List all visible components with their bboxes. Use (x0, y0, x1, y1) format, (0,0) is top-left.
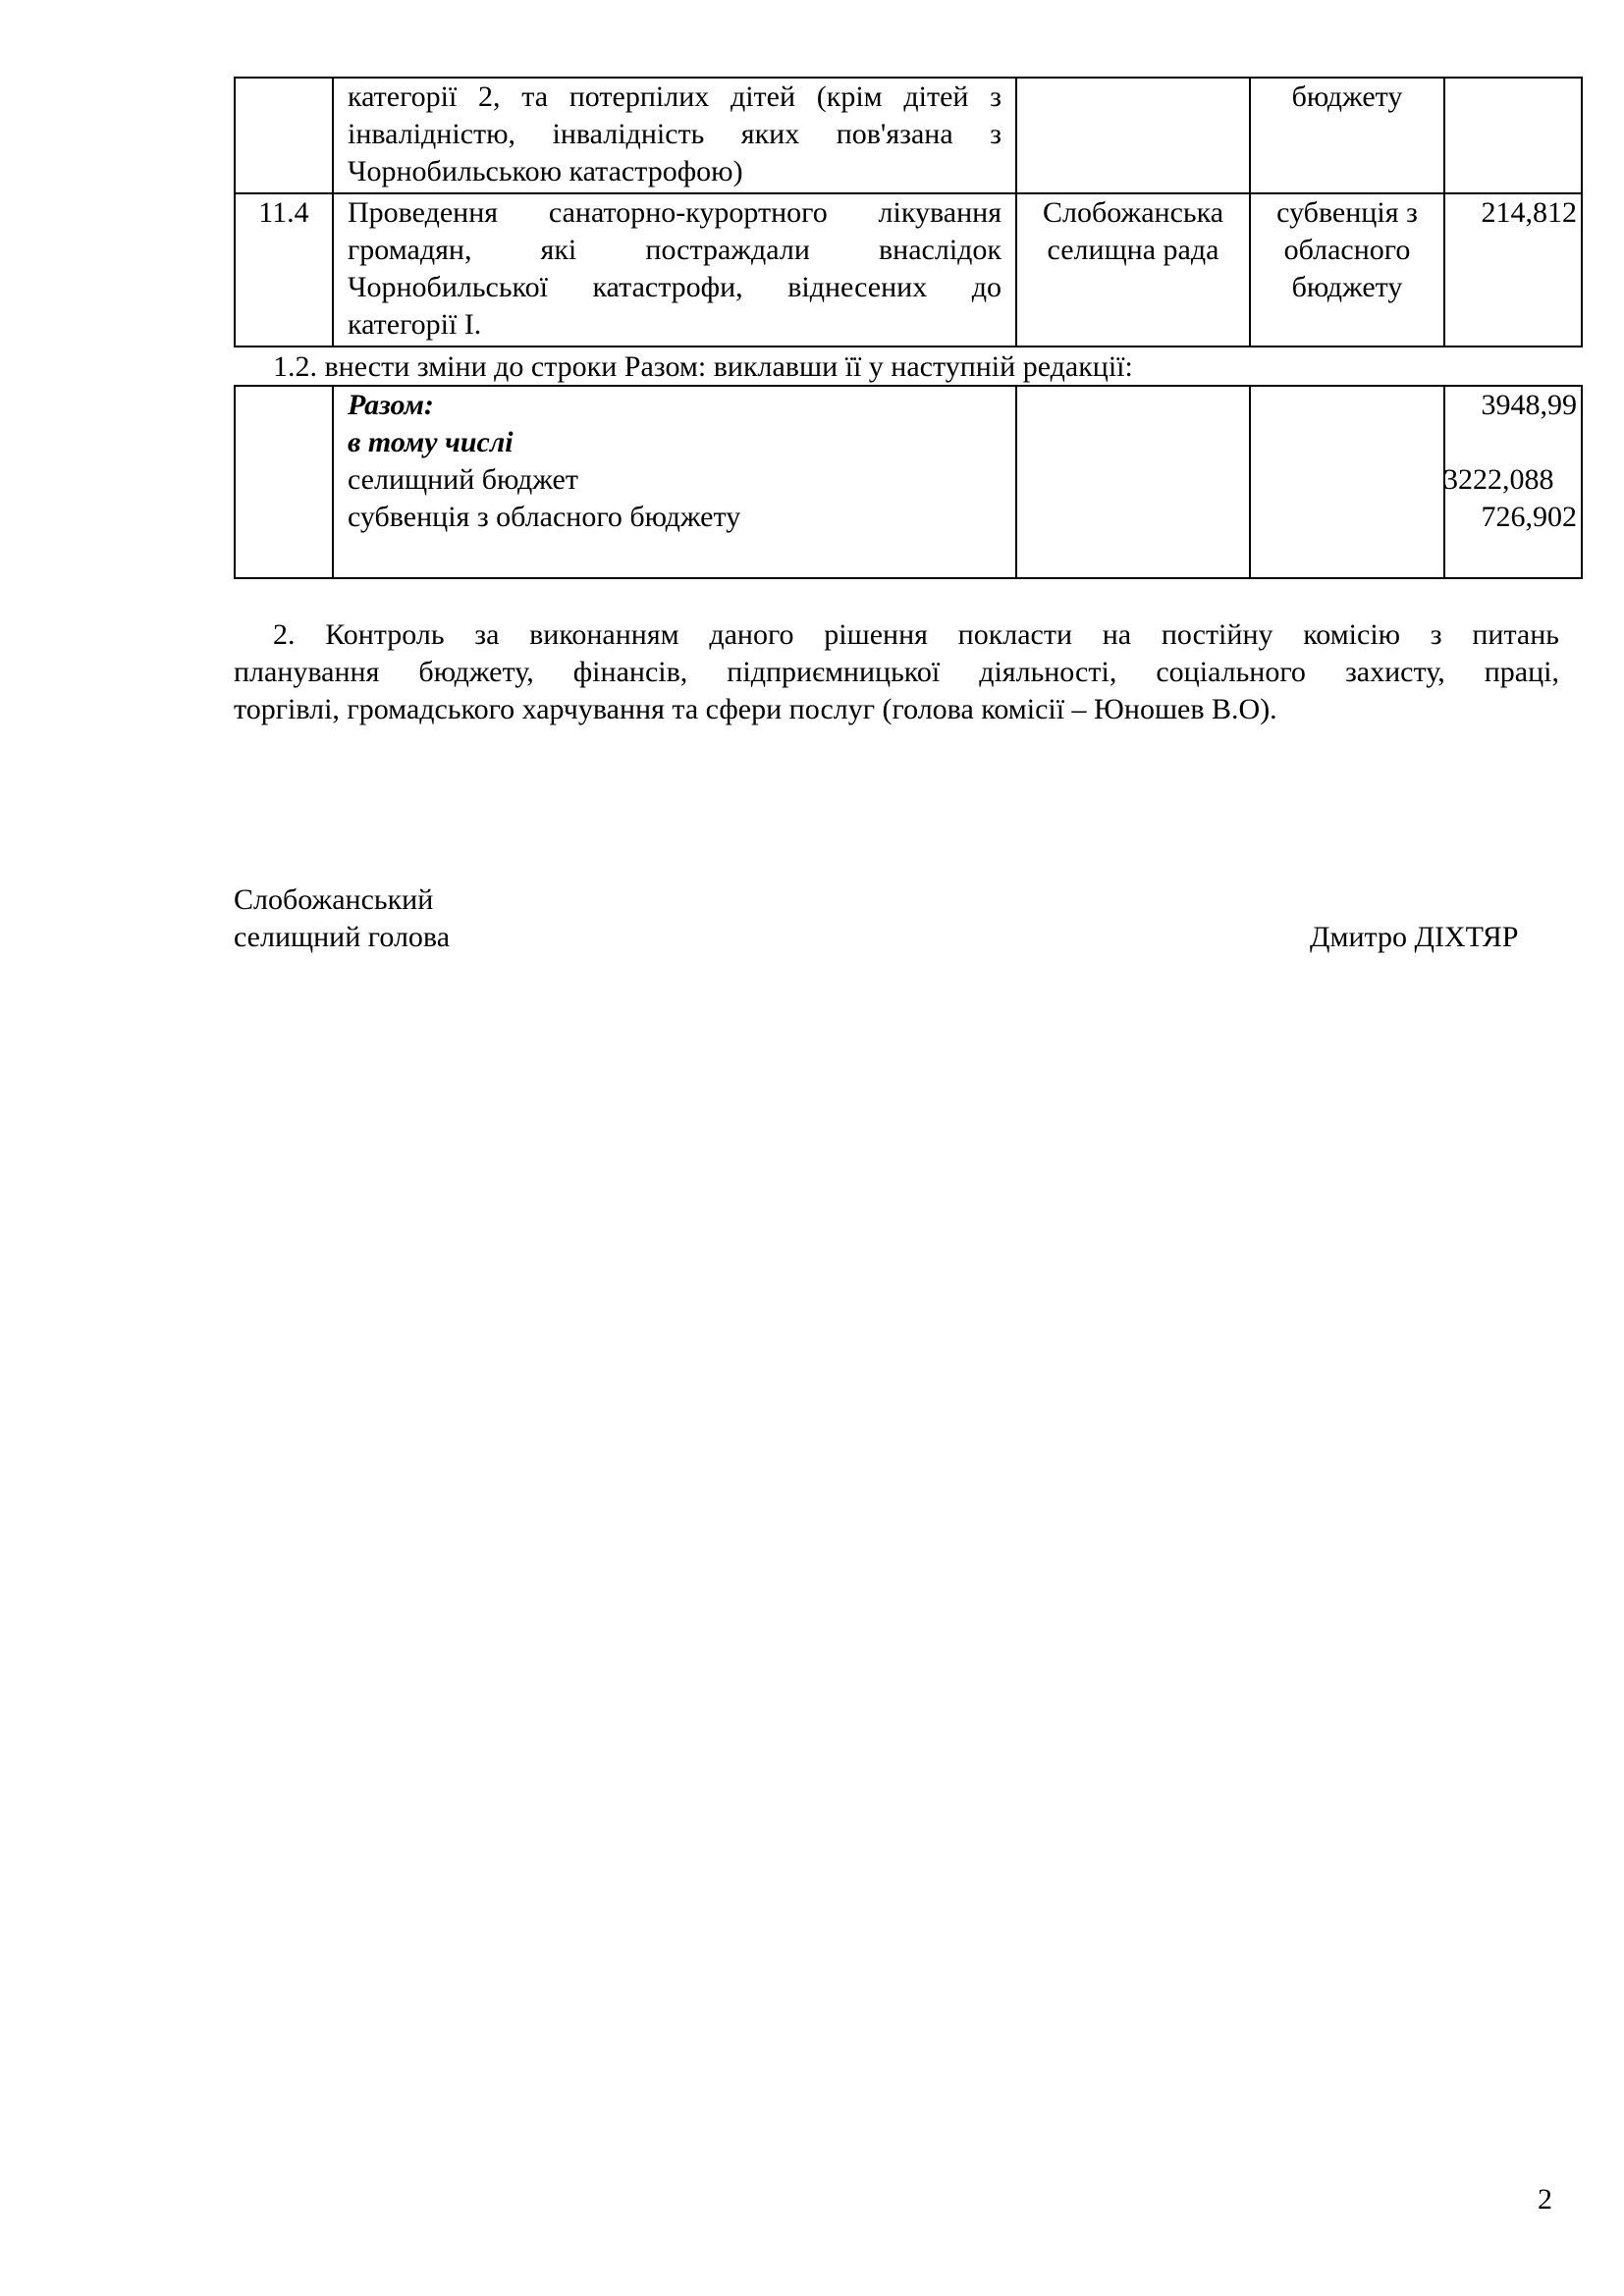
description-line: Чорнобильської катастрофи, віднесених до (348, 271, 1001, 303)
paragraph-line: планування бюджету, фінансів, підприємницької діяльності, соціального захисту, праці, (234, 656, 1559, 688)
subvention-value: 726,902 (1481, 501, 1577, 533)
description-line: інвалідністю, інвалідність яких пов'язана з (348, 118, 1001, 150)
row-description-cell (333, 193, 1016, 347)
total-label: Разом: (348, 389, 434, 421)
row-number-cell (235, 78, 333, 193)
source-line: бюджету (1291, 80, 1403, 113)
total-amount-cell (1444, 386, 1582, 578)
total-value: 3948,99 (1481, 389, 1577, 421)
row-amount-cell: 214,812 (1444, 193, 1582, 347)
executor-line: селищна рада (1047, 234, 1219, 266)
row-amount-cell (1444, 78, 1582, 193)
village-budget-label: селищний бюджет (348, 463, 578, 496)
description-line: категорії 2, та потерпілих дітей (крім дітей з (348, 80, 1001, 113)
signature-name: Дмитро ДІХТЯР (1310, 921, 1519, 953)
source-line: субвенція з (1276, 196, 1418, 229)
total-executor-cell (1016, 386, 1250, 578)
table-row (235, 78, 1582, 193)
subvention-label: субвенція з обласного бюджету (348, 501, 741, 533)
table-row (235, 193, 1582, 347)
source-line: обласного (1283, 234, 1411, 266)
executor-line: Слобожанська (1042, 196, 1224, 229)
paragraph-line: торгівлі, громадського харчування та сфери послуг (голова комісії – Юношев В.О). (234, 693, 1277, 725)
row-source-cell (1250, 193, 1444, 347)
paragraph-line: 2. Контроль за виконанням даного рішення покласти на постійну комісію з питань (273, 618, 1559, 651)
paragraph-2 (234, 616, 1559, 728)
row-source-cell (1250, 78, 1444, 193)
description-line: Проведення санаторно-курортного лікування (348, 196, 1001, 229)
description-line: громадян, які постраждали внаслідок (348, 234, 1001, 266)
page-number: 2 (1538, 2183, 1552, 2216)
source-line: бюджету (1291, 271, 1403, 303)
total-description-cell (333, 386, 1016, 578)
including-label: в тому числі (348, 426, 514, 458)
description-line: категорії І. (348, 308, 482, 341)
row-executor-cell (1016, 193, 1250, 347)
total-row (235, 386, 1582, 578)
row-executor-cell (1016, 78, 1250, 193)
total-number-cell (235, 386, 333, 578)
village-budget-value: 3222,088 (1443, 463, 1554, 496)
description-line: Чорнобильською катастрофою) (348, 155, 743, 187)
row-number-cell: 11.4 (235, 193, 333, 347)
row-description-cell (333, 78, 1016, 193)
signature-title-line: селищний голова (234, 921, 451, 953)
measures-table (234, 77, 1583, 347)
signature-title (234, 881, 450, 956)
item-1-2-text: 1.2. внести зміни до строки Разом: виклавши її у наступній редакції: (273, 350, 1133, 383)
total-source-cell (1250, 386, 1444, 578)
signature-title-line: Слобожанський (234, 883, 434, 916)
total-table (234, 385, 1583, 579)
